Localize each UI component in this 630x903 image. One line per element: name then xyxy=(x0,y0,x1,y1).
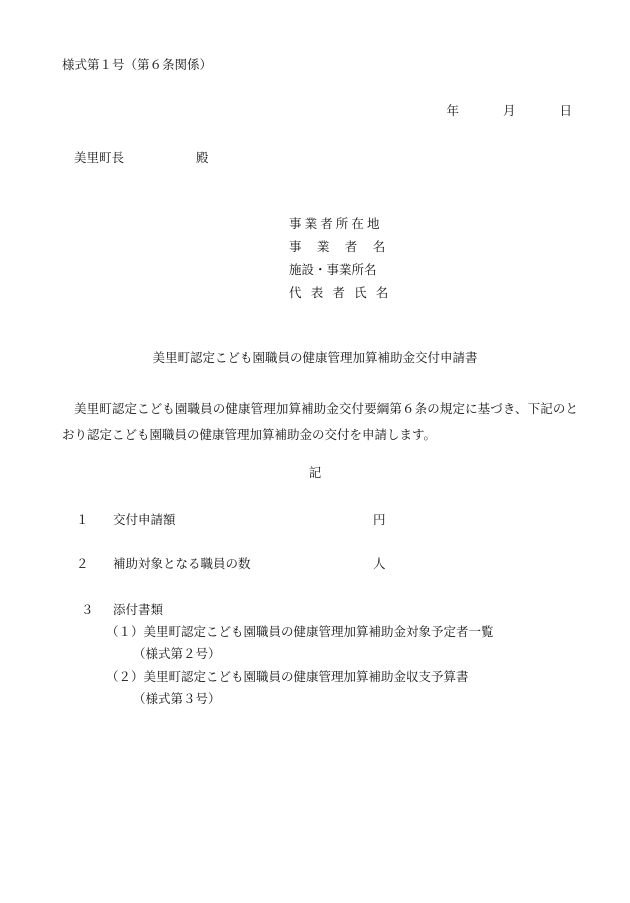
item-3-number: ３ xyxy=(81,602,94,617)
item-2-unit: 人 xyxy=(373,556,386,571)
field-representative-name: 代表者氏名 xyxy=(289,285,398,300)
date-line xyxy=(446,102,572,120)
date-year: 年 xyxy=(446,103,459,118)
field-business-address: 事業者所在地 xyxy=(289,216,383,231)
attachment-2-form: （様式第３号） xyxy=(133,691,221,706)
attachment-1-label: （１）美里町認定こども園職員の健康管理加算補助金対象予定者一覧 xyxy=(106,624,494,639)
field-business-name: 事業者名 xyxy=(289,239,401,254)
body-paragraph: 美里町認定こども園職員の健康管理加算補助金交付要綱第６条の規定に基づき、下記のとおり認定こども園職員の健康管理加算補助金の交付を申請します。 xyxy=(62,401,578,442)
date-month: 月 xyxy=(502,103,516,118)
item-1-unit: 円 xyxy=(373,512,386,527)
form-number: 様式第１号（第６条関係） xyxy=(62,57,213,72)
item-1-number: １ xyxy=(76,512,89,527)
document-title: 美里町認定こども園職員の健康管理加算補助金交付申請書 xyxy=(152,350,478,365)
addressee xyxy=(74,149,209,167)
ki-heading: 記 xyxy=(308,465,322,480)
date-day: 日 xyxy=(559,103,572,118)
addressee-honorific: 殿 xyxy=(196,150,209,165)
item-1-label: 交付申請額 xyxy=(113,512,176,527)
item-2-number: ２ xyxy=(76,556,89,571)
applicant-fields xyxy=(289,215,401,307)
attachment-2-label: （２）美里町認定こども園職員の健康管理加算補助金収支予算書 xyxy=(106,669,469,684)
field-facility-name: 施設・事業所名 xyxy=(289,262,377,277)
attachment-1-form: （様式第２号） xyxy=(133,646,221,661)
item-2-label: 補助対象となる職員の数 xyxy=(113,556,251,571)
item-3-label: 添付書類 xyxy=(113,602,164,617)
addressee-name: 美里町長 xyxy=(74,150,125,165)
